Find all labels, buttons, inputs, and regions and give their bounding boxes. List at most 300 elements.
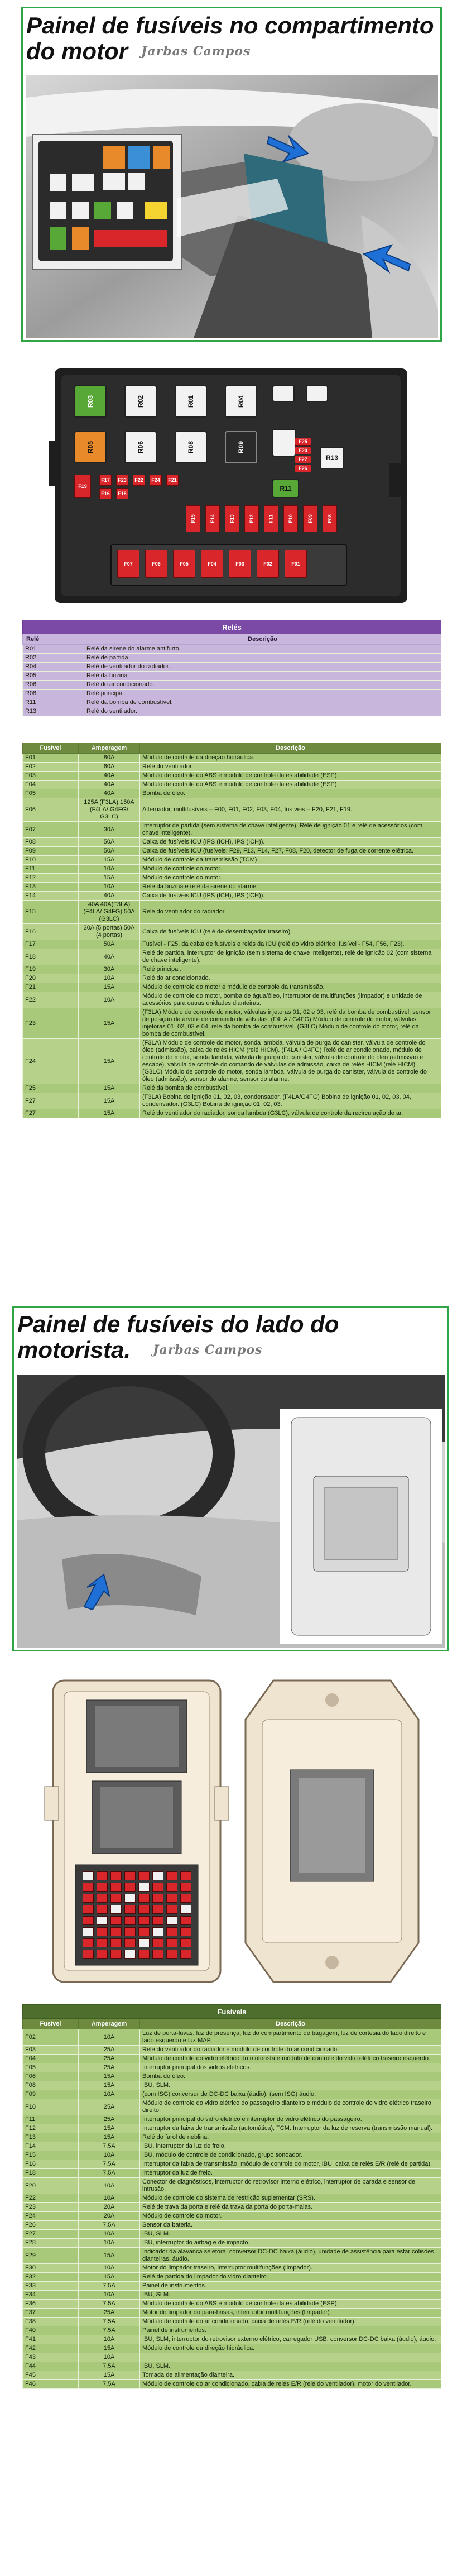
cell-fuse: F02 [23,2029,79,2046]
fuse-slot [83,1938,94,1947]
cell-description: Módulo de controle do vidro elétrico do motorista e módulo de controle do vidro elétrico traseiro esquerdo. [140,2055,441,2063]
table-row [23,883,441,892]
cell-fuse: F25 [23,1084,79,1093]
engine-bay-photo [26,75,438,338]
dashboard-photo [17,1375,445,1648]
cell-amperage: 10A [79,2230,140,2239]
table-row [23,2063,441,2072]
table-row [23,2203,441,2212]
cell-description: Módulo de controle do ABS e módulo de controle da estabilidade (ESP). [140,781,441,789]
fuse-slot [110,1916,122,1925]
fuse-slot [124,1894,136,1903]
cell-fuse: F46 [23,2380,79,2389]
cell-fuse: F01 [23,754,79,763]
fuse-slot [180,1905,191,1914]
table-row [23,2380,441,2389]
fuse-slot [97,1950,108,1959]
table-row [23,645,441,654]
cell-amperage: 30A [79,822,140,838]
cell-description: Bomba de óleo. [140,789,441,798]
cell-fuse: F08 [23,2081,79,2090]
engine-title-line2: do motor [26,38,128,64]
cell-fuse: F06 [23,2072,79,2081]
cell-amperage: 15A [79,1008,140,1039]
fuse-f15: F15 [186,505,200,532]
cell-description: Interruptor da faixa de transmissão (automática), TCM. Interruptor da luz de reserva (transmissão manual). [140,2124,441,2133]
cell-amperage: 10A [79,883,140,892]
cell-fuse: F05 [23,789,79,798]
table-row [23,2264,441,2273]
cell-amperage: 40A [79,772,140,781]
cell-relay: R01 [23,645,84,654]
table-row [23,781,441,789]
cell-fuse: F27 [23,1093,79,1109]
fuse-slot [110,1927,122,1936]
cell-description: Relé do ventilador. [84,707,441,716]
engine-section-title [26,13,434,64]
pointer-line [177,176,288,243]
cell-fuse: F20 [23,2178,79,2194]
cell-amperage: 10A [79,2291,140,2300]
cell-amperage: 10A [79,992,140,1008]
fuse-f07: F07 [117,550,139,578]
cell-description: Relé de trava da porta e relé da trava da porta do porta-malas. [140,2203,441,2212]
fuse-column-header: Fusível [23,2019,79,2029]
cell-amperage: 25A [79,2309,140,2318]
cell-amperage: 7.5A [79,2318,140,2326]
relay-r03: R03 [74,385,107,418]
table-row [23,892,441,901]
cell-amperage: 25A [79,2115,140,2124]
cell-description: (F3LA) Bobina de ignição 01, 02, 03, condensador. (F4LA/G4FG) Bobina de ignição 01, 02, 03, 04, condensador. (G3LC) Bobina de ignição 01, 02, 03. [140,1093,441,1109]
cell-amperage: 10A [79,2239,140,2248]
table-row [23,690,441,698]
fuse-f26: F26 [295,465,311,472]
cell-amperage: 15A [79,1093,140,1109]
cell-description: Relé de partida. [84,654,441,663]
driver-fuse-grid [81,1870,192,1960]
fuse-slot [110,1871,122,1880]
cell-description: Painel de instrumentos. [140,2326,441,2335]
table-row [23,654,441,663]
cell-fuse: F12 [23,874,79,883]
table-row [23,865,441,874]
cell-fuse: F44 [23,2362,79,2371]
fuse-slot [166,1883,177,1892]
table-row [23,2055,441,2063]
fuse-slot [124,1950,136,1959]
cell-relay: R11 [23,698,84,707]
cell-fuse: F15 [23,2151,79,2160]
table-row [23,2362,441,2371]
amperage-column-header: Amperagem [79,743,140,754]
cell-description: Relé da buzina e relé da sirene do alarme. [140,883,441,892]
table-row [23,2371,441,2380]
table-row [23,798,441,822]
cell-fuse: F06 [23,798,79,822]
cell-fuse: F03 [23,772,79,781]
cell-amperage: 7.5A [79,2142,140,2151]
relay-r08: R08 [175,431,207,463]
cell-amperage: 25A [79,2063,140,2072]
fuse-f16: F16 [99,488,112,499]
driver-title-line1: Painel de fusíveis do lado do [17,1311,339,1337]
cell-amperage: 20A [79,2203,140,2212]
cell-amperage: 50A [79,940,140,949]
fuse-slot [124,1927,136,1936]
cell-fuse: F11 [23,2115,79,2124]
fuse-f01: F01 [285,550,307,578]
driver-header-panel [12,1306,449,1651]
cell-description: IBU, SLM. [140,2362,441,2371]
cell-fuse: F34 [23,2291,79,2300]
table-row [23,2081,441,2090]
table-row [23,2194,441,2203]
relay-r09: R09 [225,431,257,463]
arrow-icon [266,131,311,165]
table-row [23,2151,441,2160]
table-row [23,856,441,865]
fuse-column-header: Fusível [23,743,79,754]
cell-fuse: F04 [23,2055,79,2063]
cell-amperage: 15A [79,2371,140,2380]
cell-amperage: 7.5A [79,2362,140,2371]
cell-fuse: F45 [23,2371,79,2380]
fuse-f05: F05 [173,550,195,578]
cell-description: Relé do ventilador. [140,763,441,772]
table-row [23,2099,441,2115]
table-row [23,1084,441,1093]
cell-fuse: F33 [23,2282,79,2291]
cell-amperage: 10A [79,2090,140,2099]
cell-fuse: F14 [23,2142,79,2151]
cell-fuse: F11 [23,865,79,874]
fuse-slot [124,1871,136,1880]
relays-table-title: Relés [23,620,441,634]
table-row [23,2133,441,2142]
cell-description: (F3LA) Módulo de controle do motor, válvulas injetoras 01, 02 e 03, relé da bomba de combustível, sensor de posição da árvore de comando de válvulas. (F4LA / G4FG) Módulo de controle do motor, válvulas injetoras 01, 02, 03 e 04, relé da bomba de combustível. (G3LC) Módulo de controle do motor, relé da bomba de combustível. [140,1008,441,1039]
fuse-f22: F22 [133,475,145,486]
cell-description: Relé da buzina. [84,672,441,681]
cell-amperage: 7.5A [79,2282,140,2291]
cell-amperage: 40A [79,892,140,901]
fuse-slot [138,1938,150,1947]
fuse-slot [166,1894,177,1903]
cell-description: Caixa de fusíveis ICU (fusíveis: F29, F13, F14, F27, F08, F20, detector de fuga de corrente elétrica. [140,847,441,856]
table-row [23,1093,441,1109]
table-row [23,2169,441,2178]
cell-description: Módulo de controle da transmissão (TCM). [140,856,441,865]
fuse-f11: F11 [264,505,278,532]
fuse-slot [152,1950,163,1959]
fuse-f04: F04 [201,550,223,578]
relay-r04: R04 [225,385,257,418]
cell-description: IBU, interruptor da luz de freio. [140,2142,441,2151]
cell-amperage: 15A [79,2124,140,2133]
table-row [23,874,441,883]
engine-header-panel [21,7,442,342]
fuse-slot [124,1916,136,1925]
relay-r06: R06 [124,431,157,463]
table-row [23,2115,441,2124]
cell-amperage: 7.5A [79,2380,140,2389]
table-row [23,2090,441,2099]
table-row [23,2344,441,2353]
fuse-f08: F08 [323,505,337,532]
table-row [23,2248,441,2264]
cell-amperage: 40A [79,789,140,798]
table-row [23,924,441,940]
table-row [23,2326,441,2335]
cell-description: Módulo de controle do ABS e módulo de controle da estabilidade (ESP). [140,2300,441,2309]
cell-description: Caixa de fusíveis ICU (IPS (ICH), IPS (ICH)). [140,838,441,847]
cell-description: Módulo de controle do sistema de restrição suplementar (SRS). [140,2194,441,2203]
cell-description: Módulo de controle do ar condicionado, caixa de relés E/R (relé do ventilador). [140,2318,441,2326]
fuse-f06: F06 [145,550,167,578]
fuse-f23: F23 [116,475,128,486]
table-row [23,2221,441,2230]
fuse-box-inset [32,134,182,270]
cell-amperage: 10A [79,2353,140,2362]
driver-section-title [17,1311,339,1363]
fuse-slot [180,1938,191,1947]
cell-amperage: 125A (F3LA) 150A (F4LA/ G4FG/ G3LC) [79,798,140,822]
table-row [23,681,441,690]
fuse-slot [138,1905,150,1914]
cell-description: (com ISG) conversor de DC-DC baixa (áudio). (sem ISG) áudio. [140,2090,441,2099]
cell-fuse: F40 [23,2326,79,2335]
cell-amperage: 15A [79,1039,140,1084]
table-row [23,2178,441,2194]
cell-fuse: F10 [23,2099,79,2115]
fuse-slot [124,1883,136,1892]
fuse-slot [166,1916,177,1925]
cell-description: Relé do ventilador do radiador e módulo de controle do ar condicionado. [140,2046,441,2055]
arrow-icon [361,243,411,276]
fuse-f21: F21 [166,475,179,486]
table-row [23,707,441,716]
fuse-slot [152,1916,163,1925]
cell-description: Sensor da bateria. [140,2221,441,2230]
fuse-f03: F03 [229,550,251,578]
table-row [23,2124,441,2133]
fuse-f27: F27 [295,456,311,463]
cell-description: IBU, SLM. [140,2291,441,2300]
table-row [23,698,441,707]
cell-description: Conector de diagnósticos, interruptor do retrovisor interno elétrico, interruptor de parada e sensor de intrusão. [140,2178,441,2194]
fuse-slot [83,1871,94,1880]
cell-fuse: F30 [23,2264,79,2273]
cell-amperage: 7.5A [79,2221,140,2230]
cell-description: Relé de partida, interruptor de ignição (sem sistema de chave inteligente), relé de ignição 02 (com sistema de chave inteligente). [140,949,441,965]
driver-fuses-table [22,2004,441,2389]
driver-fuse-box-front [42,1675,232,1988]
cell-amperage: 15A [79,2273,140,2282]
relay-r05: R05 [74,431,107,463]
cell-fuse: F12 [23,2124,79,2133]
table-row [23,847,441,856]
table-row [23,838,441,847]
relays-table-body [23,645,441,716]
cell-description: IBU, SLM. [140,2081,441,2090]
cell-fuse: F24 [23,2212,79,2221]
table-row [23,940,441,949]
cell-description: IBU, SLM. [140,2230,441,2239]
arrow-icon [79,1573,123,1612]
cell-description: Relé da sirene do alarme antifurto. [84,645,441,654]
driver-title-line2: motorista. [17,1337,131,1363]
fuse-slot [124,1938,136,1947]
relay-r13: R13 [320,447,344,469]
cell-amperage: 10A [79,2194,140,2203]
cell-fuse: F23 [23,1008,79,1039]
fuse-slot [97,1883,108,1892]
cell-amperage: 10A [79,865,140,874]
cell-amperage: 40A [79,949,140,965]
cell-description: Relé principal. [140,965,441,974]
cell-amperage: 7.5A [79,2300,140,2309]
cell-amperage: 25A [79,2046,140,2055]
table-row [23,663,441,672]
fuse-f18: F18 [116,488,128,499]
table-row [23,2046,441,2055]
fuse-slot [110,1883,122,1892]
cell-description: Relé do ventilador do radiador. [140,901,441,924]
table-row [23,2273,441,2282]
cell-description: Motor do limpador do para-brisas, interruptor multifunções (limpador). [140,2309,441,2318]
cell-amperage: 10A [79,2264,140,2273]
cell-relay: R06 [23,681,84,690]
cell-description: Motor do limpador traseiro, interruptor multifunções (limpador). [140,2264,441,2273]
driver-fuses-table-title: Fusíveis [23,2005,441,2019]
cell-amperage: 10A [79,974,140,983]
cell-fuse: F38 [23,2318,79,2326]
fuse-f13: F13 [225,505,239,532]
table-row [23,822,441,838]
fuse-slot [180,1950,191,1959]
cell-amperage: 10A [79,2029,140,2046]
cell-fuse: F22 [23,2194,79,2203]
fuse-slot [180,1883,191,1892]
relay-r01: R01 [175,385,207,418]
cell-description: Módulo de controle da direção hidráulica. [140,2344,441,2353]
table-row [23,2239,441,2248]
cell-description: Módulo de controle do ABS e módulo de controle da estabilidade (ESP). [140,772,441,781]
cell-amperage: 30A [79,965,140,974]
fuse-slot [110,1950,122,1959]
table-row [23,2335,441,2344]
cell-description: Relé da bomba de combustível. [140,1084,441,1093]
relay-small [306,385,328,402]
fuse-slot [138,1927,150,1936]
cell-description: Módulo de controle do motor. [140,865,441,874]
cell-amperage: 10A [79,2178,140,2194]
cell-amperage: 7.5A [79,2160,140,2169]
cell-amperage: 20A [79,2212,140,2221]
cell-amperage: 25A [79,2055,140,2063]
table-row [23,763,441,772]
cell-fuse: F24 [23,1039,79,1084]
description-column-header: Descrição [84,634,441,645]
amperage-column-header: Amperagem [79,2019,140,2029]
multifuse-strip [110,544,347,586]
fuse-slot [152,1894,163,1903]
cell-fuse: F04 [23,781,79,789]
cell-fuse: F21 [23,983,79,992]
fuse-slot [166,1905,177,1914]
cell-fuse: F02 [23,763,79,772]
cell-description: IBU, módulo de controle de condicionado, grupo sonoador. [140,2151,441,2160]
cell-description: Módulo de controle do motor. [140,874,441,883]
driver-fuse-box-back [240,1675,424,1988]
cell-fuse: F23 [23,2203,79,2212]
cell-fuse: F27 [23,1109,79,1118]
cell-description: Interruptor principal dos vidros elétricos. [140,2063,441,2072]
cell-amperage: 15A [79,1084,140,1093]
engine-fuses-table-body [23,754,441,1118]
fuse-slot [138,1883,150,1892]
cell-description: Interruptor de partida (sem sistema de chave inteligente), Relé de ignição 01 e relé de acessórios (com chave inteligente). [140,822,441,838]
fuse-slot [166,1938,177,1947]
table-row [23,965,441,974]
cell-amperage: 30A (5 portas) 50A (4 portas) [79,924,140,940]
description-column-header: Descrição [140,743,441,754]
cell-description: Relé do ar condicionado. [140,974,441,983]
cell-description: Indicador da alavanca seletora, conversor DC-DC baixa (áudio), unidade de assistência para estar colisões dianteiras, áudio. [140,2248,441,2264]
cell-amperage: 25A [79,2099,140,2115]
fuse-f24: F24 [150,475,162,486]
fuse-slot [110,1894,122,1903]
cell-description: Interruptor da faixa de transmissão, módulo de controle do motor, IBU, caixa de relés E/R (relé de partida). [140,2160,441,2169]
cell-fuse: F36 [23,2300,79,2309]
cell-amperage: 15A [79,2248,140,2264]
cell-fuse: F26 [23,2221,79,2230]
fuse-slot [180,1894,191,1903]
engine-fuses-table [22,743,441,1118]
cell-relay: R04 [23,663,84,672]
table-row [23,789,441,798]
cell-fuse: F07 [23,822,79,838]
cell-amperage: 15A [79,2081,140,2090]
cell-fuse: F27 [23,2230,79,2239]
cell-description: Módulo de controle do motor, bomba de água/óleo, interruptor de multifunções (limpador) e unidade de acessórios para outras unidades dianteiras. [140,992,441,1008]
fuse-slot [180,1927,191,1936]
cell-description: (F3LA) Módulo de controle do motor, sonda lambda, válvula de purga do canister, válvula de controle do óleo (admissão), caixa de relés HICM (relé HICM). (F4LA / G4FG) Relé de ar condicionado, módulo de controle do motor, sonda lambda, válvula de purga do canister, válvula de controle do óleo (admissão e escape), válvula de controle do comando de válvulas de admissão, caixa de relés HICM (relé HICM). (G3LC) Módulo de controle do motor, sonda lambda, válvula de purga do canister, válvula de controle do óleo (admissão), sensor do alarme, sensor do alarme. [140,1039,441,1084]
fuse-slot [138,1916,150,1925]
fuse-slot [97,1927,108,1936]
cell-relay: R13 [23,707,84,716]
table-row [23,2212,441,2221]
relay-r11: R11 [272,479,299,498]
cell-amperage: 60A [79,763,140,772]
cell-description: Caixa de fusíveis ICU (IPS (ICH), IPS (ICH)). [140,892,441,901]
cell-description [140,2353,441,2362]
fuse-slot [180,1916,191,1925]
fuse-slot [152,1871,163,1880]
fuse-slot [152,1938,163,1947]
fuse-slot [166,1950,177,1959]
signature: Jarbas Campos [141,44,251,59]
fuse-f12: F12 [244,505,259,532]
table-row [23,2230,441,2239]
table-row [23,2282,441,2291]
cell-fuse: F09 [23,2090,79,2099]
fuse-slot [83,1883,94,1892]
fuse-slot [97,1916,108,1925]
fuse-f19: F19 [74,475,91,498]
cell-description: Relé do ar condicionado. [84,681,441,690]
table-row [23,1008,441,1039]
